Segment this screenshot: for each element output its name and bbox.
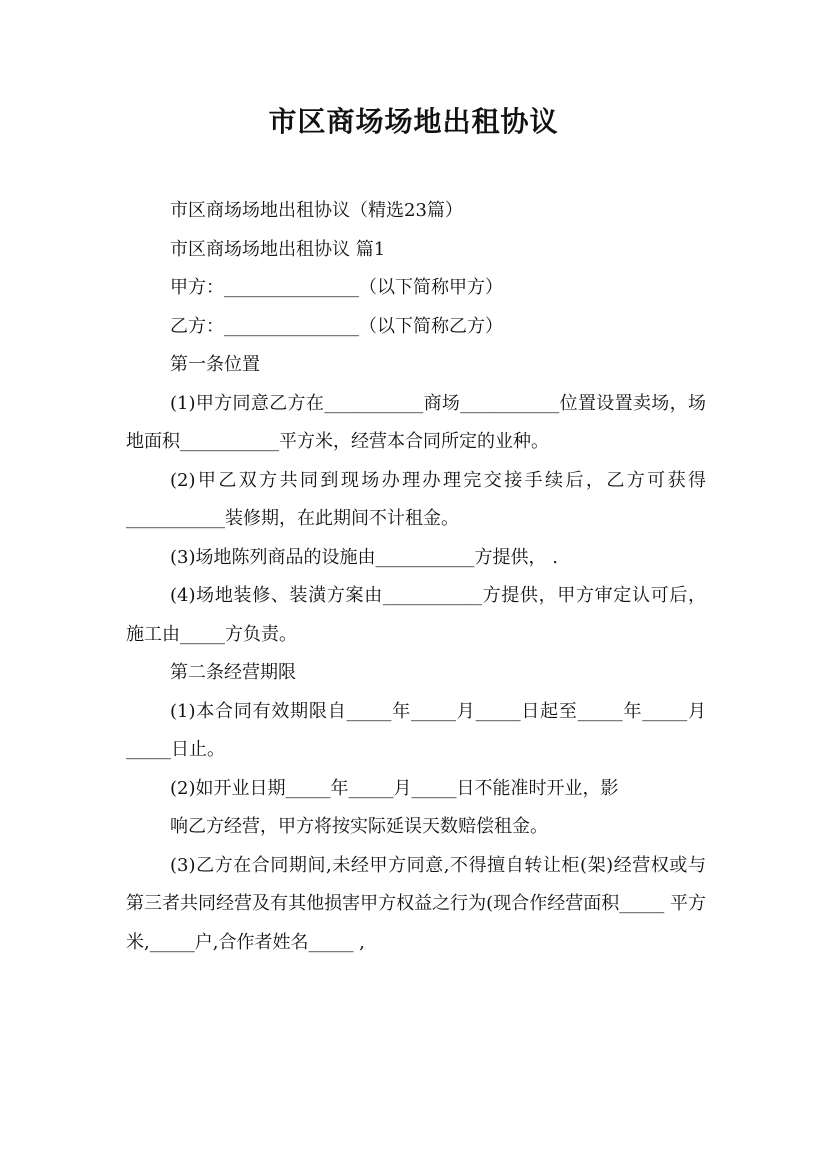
paragraph-party-b: 乙方：_______________（以下简称乙方）: [170, 315, 503, 337]
paragraph-article-1-item-1: (1)甲方同意乙方在___________商场___________位置设置卖场，场地面积___________平方米，经营本合同所定的业种。: [126, 392, 706, 452]
paragraph-article-1-item-3: (3)场地陈列商品的设施由___________方提供， .: [170, 546, 558, 568]
paragraph-article-2-item-2-continued: 响乙方经营，甲方将按实际延误天数赔偿租金。: [170, 816, 548, 837]
paragraph-subtitle: 市区商场场地出租协议（精选23篇）: [170, 200, 463, 221]
paragraph-chapter-heading: 市区商场场地出租协议 篇1: [170, 238, 386, 260]
paragraph-article-1-item-4: (4)场地装修、装潢方案由___________方提供，甲方审定认可后，施工由_____方负责。: [126, 585, 706, 645]
paragraph-article-1-item-2: (2)甲乙双方共同到现场办理办理完交接手续后，乙方可获得___________装修期，在此期间不计租金。: [126, 469, 706, 529]
document-title: 市区商场场地出租协议: [268, 105, 559, 138]
paragraph-article-2-item-1: (1)本合同有效期限自_____年_____月_____日起至_____年_____月_____日止。: [126, 700, 706, 760]
paragraph-article-1-heading: 第一条位置: [170, 354, 260, 375]
paragraph-party-a: 甲方：_______________（以下简称甲方）: [170, 277, 503, 298]
document-body: [126, 192, 706, 962]
paragraph-article-2-heading: 第二条经营期限: [170, 662, 296, 683]
paragraph-article-2-item-2: (2)如开业日期_____年_____月_____日不能准时开业，影: [170, 777, 619, 799]
paragraph-article-2-item-3: (3)乙方在合同期间,未经甲方同意,不得擅自转让柜(架)经营权或与第三者共同经营及有其他损害甲方权益之行为(现合作经营面积_____ 平方米,_____户,合作者姓名_____ ,: [126, 854, 706, 953]
